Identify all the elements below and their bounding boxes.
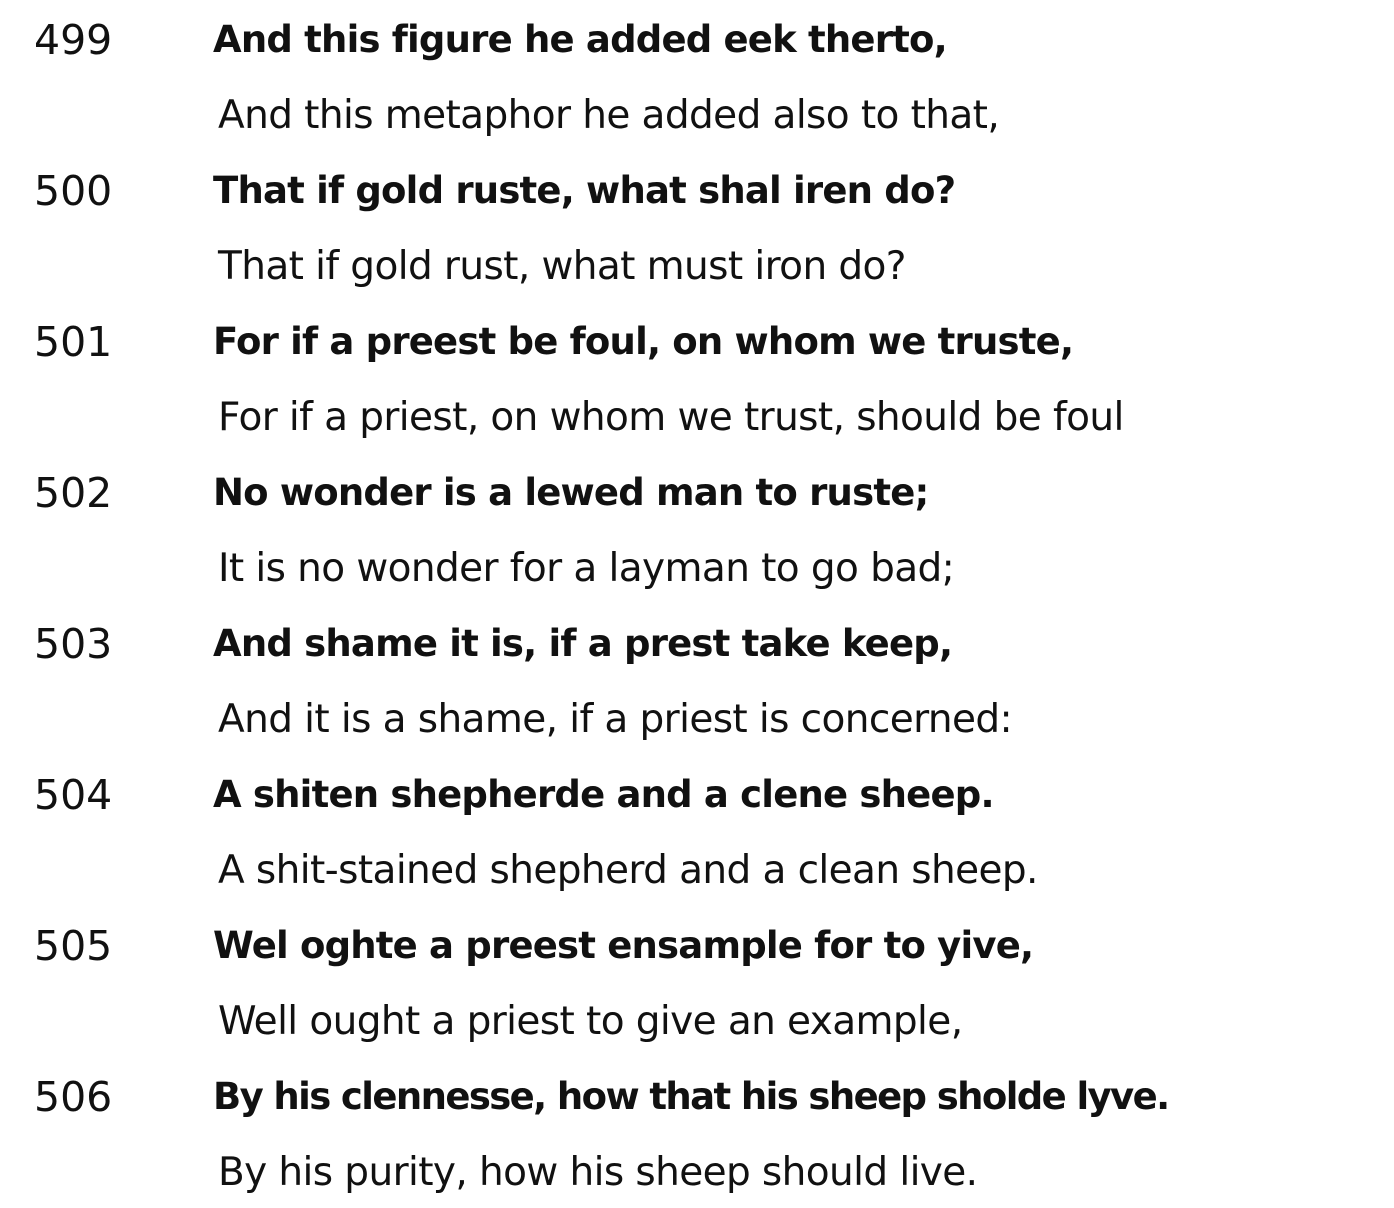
original-line: No wonder is a lewed man to ruste; (213, 471, 929, 514)
line-number: 502 (34, 469, 113, 517)
line-number: 499 (34, 16, 113, 64)
original-line: Wel oghte a preest ensample for to yive, (213, 924, 1034, 967)
verse-row (0, 612, 1394, 763)
original-line: And this figure he added eek therto, (213, 18, 947, 61)
verse-row (0, 763, 1394, 914)
verse-row (0, 310, 1394, 461)
original-line: And shame it is, if a prest take keep, (213, 622, 953, 665)
line-number: 500 (34, 167, 113, 215)
translation-line: It is no wonder for a layman to go bad; (218, 546, 955, 591)
translation-line: For if a priest, on whom we trust, should be foul (218, 395, 1124, 440)
line-number: 504 (34, 771, 113, 819)
original-line: That if gold ruste, what shal iren do? (213, 169, 956, 212)
original-line: By his clennesse, how that his sheep sholde lyve. (213, 1075, 1169, 1118)
translation-line: That if gold rust, what must iron do? (218, 244, 906, 289)
translation-line: And it is a shame, if a priest is concerned: (218, 697, 1013, 742)
translation-line: A shit-stained shepherd and a clean sheep. (218, 848, 1038, 893)
original-line: For if a preest be foul, on whom we truste, (213, 320, 1074, 363)
line-number: 501 (34, 318, 113, 366)
line-number: 503 (34, 620, 113, 668)
verse-row (0, 1065, 1394, 1208)
original-line: A shiten shepherde and a clene sheep. (213, 773, 994, 816)
line-number: 506 (34, 1073, 113, 1121)
verse-row (0, 8, 1394, 159)
translation-line: Well ought a priest to give an example, (218, 999, 963, 1044)
translation-line: By his purity, how his sheep should live. (218, 1150, 978, 1195)
translation-line: And this metaphor he added also to that, (218, 93, 1000, 138)
verse-row (0, 159, 1394, 310)
verse-row (0, 461, 1394, 612)
line-number: 505 (34, 922, 113, 970)
verse-row (0, 914, 1394, 1065)
